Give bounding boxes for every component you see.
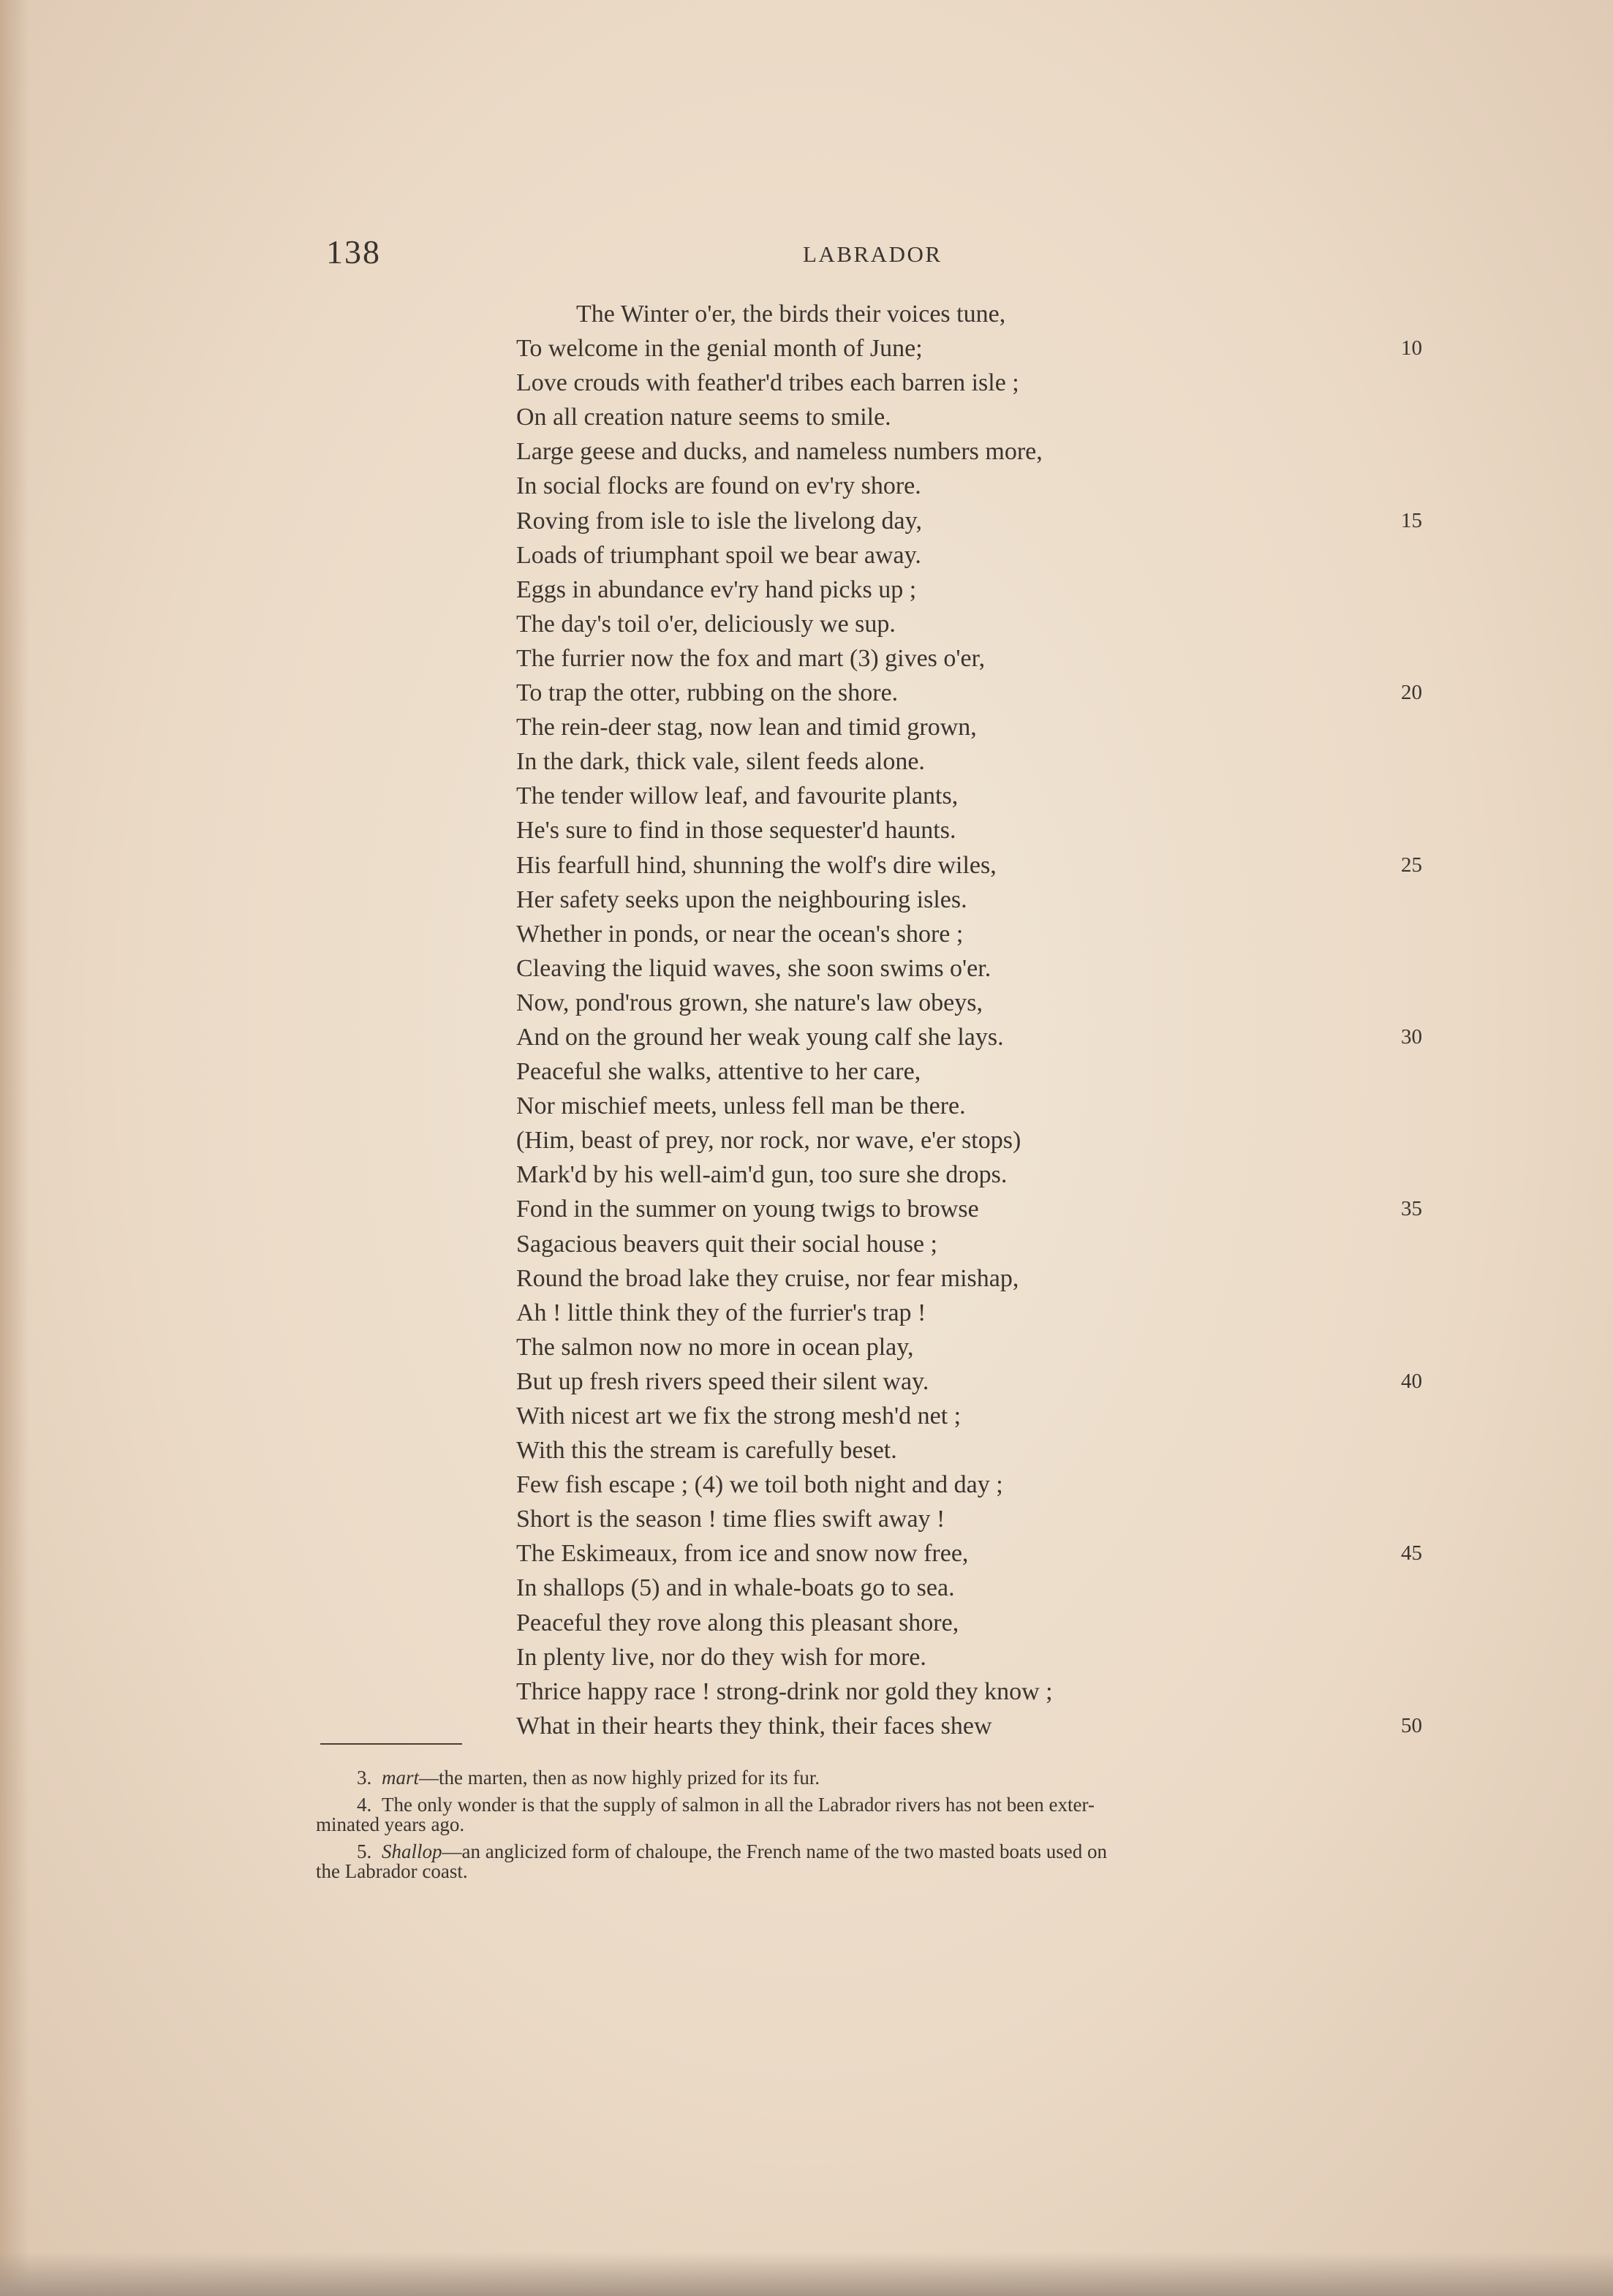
footnote-number: 4. (357, 1794, 372, 1816)
poem-line (516, 1054, 1467, 1089)
line-number: 50 (1401, 1713, 1422, 1737)
poem-line (516, 538, 1467, 573)
poem-line-text: Fond in the summer on young twigs to browse (516, 1196, 979, 1223)
footnote-term: mart (382, 1767, 420, 1789)
poem-line-text: The salmon now no more in ocean play, (516, 1333, 914, 1361)
poem-line-text: Her safety seeks upon the neighbouring isles. (516, 885, 967, 913)
poem-line (516, 1227, 1467, 1261)
line-number: 15 (1401, 508, 1422, 532)
poem-line-text: The Winter o'er, the birds their voices tune, (576, 301, 1006, 328)
poem-line (516, 779, 1467, 813)
poem-line (516, 1536, 1467, 1571)
poem-line (516, 1158, 1467, 1192)
poem-line (516, 813, 1467, 847)
poem-line (516, 400, 1467, 434)
line-number: 25 (1401, 853, 1422, 877)
page-shadow-bottom (0, 2252, 1613, 2296)
line-number: 30 (1401, 1024, 1422, 1049)
poem-line (516, 1468, 1467, 1502)
poem-line (516, 1640, 1467, 1674)
poem-line-text: Thrice happy race ! strong-drink nor gold they know ; (516, 1677, 1053, 1705)
poem-line (516, 1674, 1467, 1709)
poem-line-text: Nor mischief meets, unless fell man be there. (516, 1092, 966, 1120)
poem-line (516, 1296, 1467, 1330)
poem-line-text: Loads of triumphant spoil we bear away. (516, 541, 921, 569)
poem-line (516, 1709, 1467, 1743)
poem-line (516, 883, 1467, 917)
footnote-term: Shallop (382, 1840, 442, 1862)
footnote (316, 1768, 1435, 1788)
poem-line-text: And on the ground her weak young calf she lays. (516, 1023, 1004, 1051)
poem-line-text: Round the broad lake they cruise, nor fear mishap, (516, 1264, 1019, 1292)
footnote-number: 3. (357, 1767, 372, 1789)
line-number: 10 (1401, 336, 1422, 360)
poem-line-text: Eggs in abundance ev'ry hand picks up ; (516, 575, 917, 603)
running-head: LABRADOR (803, 241, 943, 267)
poem-line-text: In shallops (5) and in whale-boats go to sea. (516, 1574, 955, 1602)
poem-line-text: Peaceful she walks, attentive to her care, (516, 1058, 921, 1086)
poem-line-text: To welcome in the genial month of June; (516, 335, 923, 363)
poem-line (516, 573, 1467, 607)
poem-line-text: In social flocks are found on ev'ry shore. (516, 472, 921, 500)
poem-line (516, 1020, 1467, 1054)
poem-line-text: His fearfull hind, shunning the wolf's dire wiles, (516, 851, 997, 879)
poem-line (516, 1261, 1467, 1296)
footnote (316, 1842, 1435, 1881)
poem-line-text: With nicest art we fix the strong mesh'd net ; (516, 1402, 962, 1430)
poem-line-text: With this the stream is carefully beset. (516, 1437, 897, 1465)
poem-line (516, 848, 1467, 883)
poem-line (516, 504, 1467, 538)
poem-line-text: Now, pond'rous grown, she nature's law obeys, (516, 989, 983, 1016)
poem-line-text: Few fish escape ; (4) we toil both night and day ; (516, 1471, 1003, 1499)
poem-line-text: The tender willow leaf, and favourite plants, (516, 782, 959, 810)
footnotes (316, 1768, 1435, 1889)
poem-line (516, 331, 1467, 366)
poem-line (516, 641, 1467, 676)
footnote-continuation: minated years ago. (316, 1813, 465, 1835)
poem-line (516, 1123, 1467, 1158)
poem-line-text: Mark'd by his well-aim'd gun, too sure she drops. (516, 1161, 1008, 1189)
line-number: 35 (1401, 1197, 1422, 1221)
footnote-continuation: the Labrador coast. (316, 1860, 468, 1882)
poem-line-text: To trap the otter, rubbing on the shore. (516, 679, 899, 707)
footnote-text: —an anglicized form of chaloupe, the French name of the two masted boats used on (442, 1840, 1107, 1862)
poem-line (516, 607, 1467, 641)
poem-line (516, 710, 1467, 744)
poem-line (516, 744, 1467, 779)
poem-line-text: Large geese and ducks, and nameless numbers more, (516, 438, 1043, 466)
poem-line (516, 434, 1467, 469)
poem-line-text: In the dark, thick vale, silent feeds alone. (516, 748, 925, 776)
footnote (316, 1795, 1435, 1835)
page-shadow-left (0, 0, 29, 2296)
poem-line-text: The day's toil o'er, deliciously we sup. (516, 610, 896, 638)
poem-line (516, 676, 1467, 710)
poem-line (516, 951, 1467, 986)
poem-line-text: What in their hearts they think, their faces shew (516, 1712, 992, 1740)
poem-line-text: Whether in ponds, or near the ocean's shore ; (516, 920, 964, 948)
poem-line-text: Ah ! little think they of the furrier's trap ! (516, 1299, 926, 1326)
footnote-number: 5. (357, 1840, 372, 1862)
poem-line-text: Love crouds with feather'd tribes each barren isle ; (516, 369, 1019, 397)
poem-line (516, 297, 1467, 331)
poem-line-text: On all creation nature seems to smile. (516, 404, 891, 431)
poem-body (516, 297, 1467, 1743)
poem-line-text: In plenty live, nor do they wish for more. (516, 1643, 926, 1671)
page-number: 138 (326, 233, 381, 271)
poem-line-text: The Eskimeaux, from ice and snow now free, (516, 1540, 969, 1568)
poem-line-text: Peaceful they rove along this pleasant shore, (516, 1609, 959, 1636)
footnote-text: The only wonder is that the supply of salmon in all the Labrador rivers has not been exter- (382, 1794, 1095, 1816)
poem-line (516, 1433, 1467, 1468)
poem-line-text: Sagacious beavers quit their social house ; (516, 1230, 937, 1258)
poem-line (516, 1606, 1467, 1640)
line-number: 45 (1401, 1541, 1422, 1566)
poem-line-text: The furrier now the fox and mart (3) gives o'er, (516, 644, 986, 672)
poem-line (516, 1364, 1467, 1399)
line-number: 20 (1401, 681, 1422, 705)
poem-line (516, 1399, 1467, 1433)
poem-line (516, 1571, 1467, 1605)
poem-line (516, 1192, 1467, 1226)
line-number: 40 (1401, 1369, 1422, 1393)
poem-line-text: Short is the season ! time flies swift away ! (516, 1506, 945, 1533)
poem-line (516, 366, 1467, 400)
poem-line-text: He's sure to find in those sequester'd haunts. (516, 817, 956, 845)
footnote-text: —the marten, then as now highly prized for its fur. (419, 1767, 820, 1789)
poem-line-text: Cleaving the liquid waves, she soon swims o'er. (516, 954, 991, 982)
poem-line-text: But up fresh rivers speed their silent way. (516, 1367, 929, 1395)
poem-line (516, 917, 1467, 951)
poem-line-text: (Him, beast of prey, nor rock, nor wave, e'er stops) (516, 1127, 1021, 1155)
poem-line (516, 469, 1467, 503)
poem-line-text: The rein-deer stag, now lean and timid grown, (516, 714, 977, 741)
footnote-divider (320, 1743, 462, 1745)
poem-line (516, 1089, 1467, 1123)
poem-line (516, 1330, 1467, 1364)
poem-line-text: Roving from isle to isle the livelong day, (516, 507, 922, 535)
poem-line (516, 986, 1467, 1020)
poem-line (516, 1502, 1467, 1536)
